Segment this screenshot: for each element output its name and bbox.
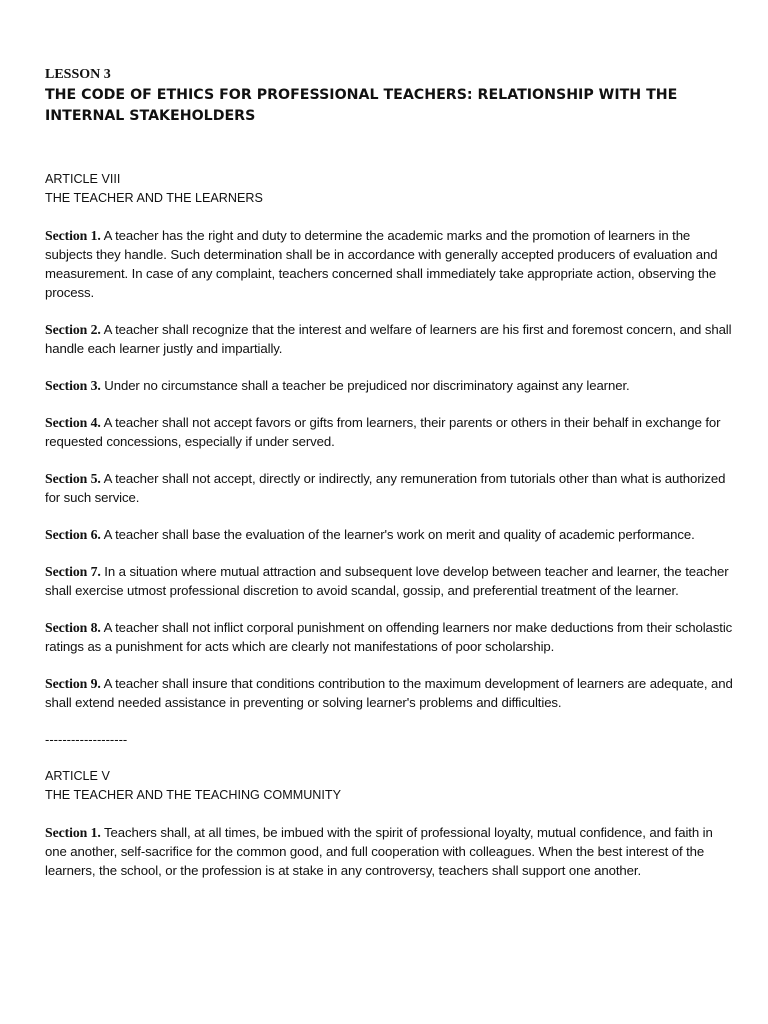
article-viii [45,170,735,712]
section-paragraph [45,823,735,880]
section-label: Section 6. [45,527,101,542]
section-label: Section 3. [45,378,101,393]
section-label: Section 5. [45,471,101,486]
section-label: Section 4. [45,415,101,430]
section-paragraph [45,320,735,358]
section-paragraph [45,469,735,507]
section-label: Section 1. [45,228,101,243]
section-text: In a situation where mutual attraction and subsequent love develop between teacher and learner, the teacher shall exercise utmost professional discretion to avoid scandal, gossip, and preferential treatment of the learner. [45,564,729,598]
section-paragraph [45,674,735,712]
section-paragraph [45,376,735,395]
article-number: ARTICLE VIII [45,172,121,186]
section-label: Section 9. [45,676,101,691]
section-paragraph [45,618,735,656]
lesson-label: LESSON 3 [45,67,111,82]
article-v [45,767,735,880]
section-text: Teachers shall, at all times, be imbued with the spirit of professional loyalty, mutual confidence, and faith in one another, self-sacrifice for the common good, and full cooperation with colleagues. When the best interest of the learners, the school, or the profession is at stake in any controversy, teachers shall support one another. [45,825,713,878]
section-text: A teacher shall not inflict corporal punishment on offending learners nor make deductions from their scholastic ratings as a punishment for acts which are clearly not manifestations of poor scholarship. [45,620,733,654]
section-text: A teacher shall not accept, directly or indirectly, any remuneration from tutorials other than what is authorized for such service. [45,471,726,505]
section-text: A teacher shall insure that conditions contribution to the maximum development of learners are adequate, and shall extend needed assistance in preventing or solving learner's problems and difficulties. [45,676,733,710]
section-paragraph [45,226,735,302]
section-label: Section 8. [45,620,101,635]
section-text: A teacher shall recognize that the interest and welfare of learners are his first and foremost concern, and shall handle each learner justly and impartially. [45,322,732,356]
section-paragraph [45,413,735,451]
section-paragraph [45,562,735,600]
section-label: Section 7. [45,564,101,579]
section-text: Under no circumstance shall a teacher be prejudiced nor discriminatory against any learner. [104,378,630,393]
article-heading: THE TEACHER AND THE LEARNERS [45,191,263,205]
page-title: THE CODE OF ETHICS FOR PROFESSIONAL TEACHERS: RELATIONSHIP WITH THE INTERNAL STAKEHOLDERS [45,87,678,124]
article-heading: THE TEACHER AND THE TEACHING COMMUNITY [45,788,341,802]
section-text: A teacher shall base the evaluation of the learner's work on merit and quality of academic performance. [103,527,695,542]
section-label: Section 2. [45,322,101,337]
section-label: Section 1. [45,825,101,840]
article-number: ARTICLE V [45,769,110,783]
separator-line: ------------------- [45,732,128,747]
section-text: A teacher shall not accept favors or gifts from learners, their parents or others in their behalf in exchange for requested concessions, especially if under served. [45,415,721,449]
document-page [45,66,735,880]
section-text: A teacher has the right and duty to determine the academic marks and the promotion of learners in the subjects they handle. Such determination shall be in accordance with generally accepted producers of evaluation and measurement. In case of any complaint, teachers concerned shall immediately take appropriate action, observing the process. [45,228,718,300]
section-paragraph [45,525,735,544]
